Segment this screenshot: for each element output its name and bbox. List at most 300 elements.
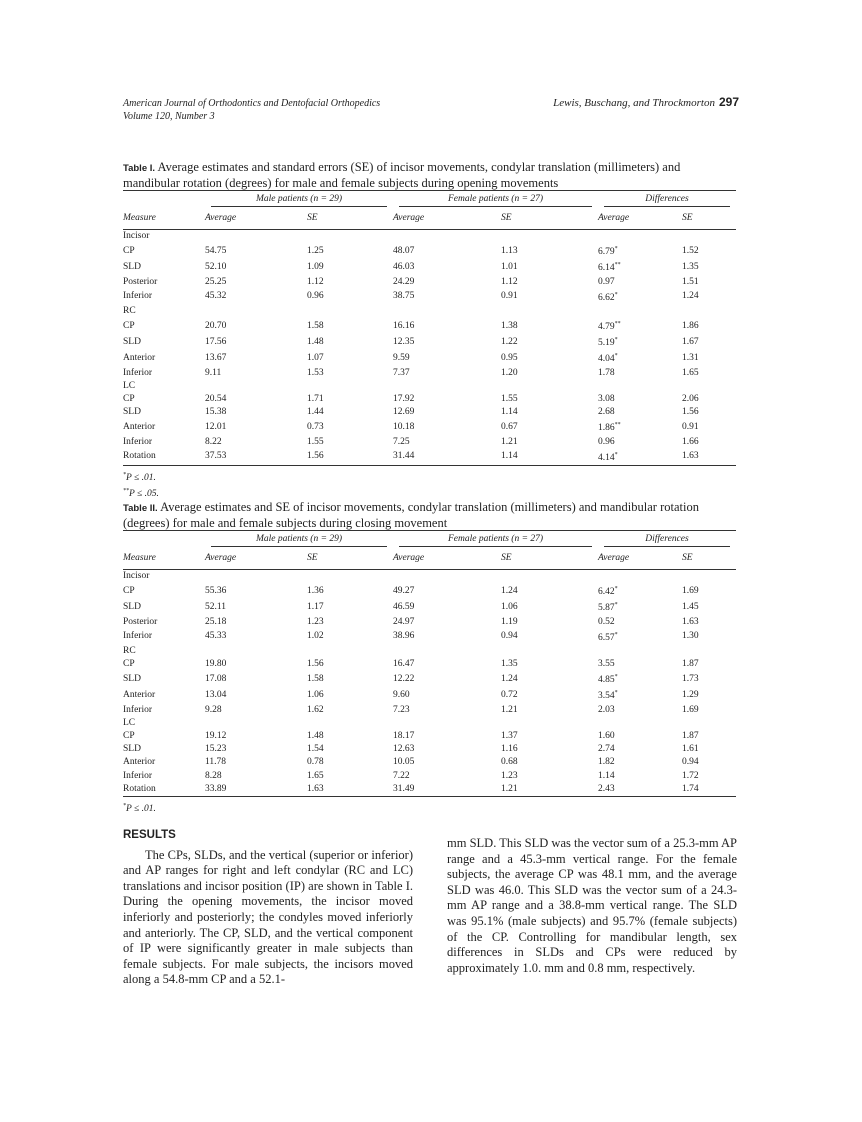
value-cell: 1.12 <box>307 276 324 287</box>
value-cell: 9.59 <box>393 352 410 363</box>
measure-cell: LC <box>123 380 136 391</box>
value-cell: 1.30 <box>682 631 699 642</box>
group-header: Male patients (n = 29) <box>211 194 387 207</box>
value-cell: 1.58 <box>307 673 324 684</box>
column-header: SE <box>307 553 318 563</box>
column-header: SE <box>307 213 318 223</box>
value-cell: 55.36 <box>205 585 227 596</box>
column-header: Measure <box>123 213 156 223</box>
table-section-row <box>123 645 736 658</box>
table-2-grid <box>123 530 736 797</box>
measure-cell: SLD <box>123 261 141 272</box>
table-section-row <box>123 380 736 393</box>
value-cell: 1.25 <box>307 245 324 256</box>
measure-cell: Inferior <box>123 631 153 642</box>
measure-cell: CP <box>123 731 135 741</box>
table-row <box>123 334 736 350</box>
value-cell: 33.89 <box>205 783 307 797</box>
measure-cell: SLD <box>123 407 141 418</box>
table-row <box>123 350 736 366</box>
value-cell: 2.68 <box>598 407 615 418</box>
value-cell <box>205 305 307 318</box>
measure-cell: Rotation <box>123 449 205 466</box>
value-cell: 2.06 <box>682 393 699 404</box>
value-cell: 1.63 <box>682 616 699 627</box>
value-cell <box>205 230 307 244</box>
value-cell: 0.94 <box>501 631 518 642</box>
journal-volume: Volume 120, Number 3 <box>123 111 215 122</box>
value-cell: 13.67 <box>205 352 227 363</box>
significance-mark: ** <box>614 262 621 269</box>
value-cell <box>598 570 682 584</box>
significance-mark: * <box>614 631 618 638</box>
value-cell: 48.07 <box>393 245 415 256</box>
value-cell: 1.65 <box>682 367 699 378</box>
table-row <box>123 259 736 275</box>
measure-cell: CP <box>123 393 135 404</box>
column-header: Average <box>393 553 425 563</box>
value-cell: 1.14 <box>501 449 598 466</box>
column-header: SE <box>501 553 512 563</box>
table-1-footnotes <box>123 469 736 501</box>
value-cell: 1.45 <box>682 601 699 612</box>
value-cell: 0.95 <box>501 352 518 363</box>
value-cell: 1.14 <box>501 407 518 418</box>
value-cell: 6.62* <box>598 291 618 303</box>
value-cell: 17.92 <box>393 393 415 404</box>
value-cell <box>501 230 598 244</box>
significance-mark: * <box>614 674 618 681</box>
value-cell: 1.65 <box>307 770 324 781</box>
value-cell: 13.04 <box>205 689 227 700</box>
value-cell: 1.17 <box>307 601 324 612</box>
group-header: Differences <box>604 534 730 547</box>
value-cell <box>598 645 682 658</box>
significance-mark: * <box>614 602 618 609</box>
value-cell: 1.63 <box>307 783 393 797</box>
value-cell: 12.63 <box>393 744 415 755</box>
value-cell: 9.11 <box>205 367 222 378</box>
value-cell <box>205 645 307 658</box>
value-cell: 38.75 <box>393 291 415 302</box>
value-cell: 6.42* <box>598 586 618 598</box>
value-cell: 1.73 <box>682 673 699 684</box>
results-heading: RESULTS <box>123 829 176 841</box>
table-row <box>123 730 736 743</box>
value-cell: 1.72 <box>682 770 699 781</box>
value-cell: 25.25 <box>205 276 227 287</box>
value-cell: 12.01 <box>205 421 227 432</box>
value-cell: 1.48 <box>307 731 324 741</box>
value-cell: 1.87 <box>682 659 699 670</box>
value-cell: 2.03 <box>598 704 615 715</box>
measure-cell: LC <box>123 717 136 728</box>
value-cell <box>307 305 393 318</box>
measure-cell: CP <box>123 245 135 256</box>
measure-cell: CP <box>123 659 135 670</box>
value-cell: 37.53 <box>205 449 307 466</box>
value-cell: 1.24 <box>501 585 518 596</box>
value-cell: 17.08 <box>205 673 227 684</box>
value-cell: 17.56 <box>205 336 227 347</box>
value-cell: 1.06 <box>501 601 518 612</box>
value-cell: 16.47 <box>393 659 415 670</box>
journal-name: American Journal of Orthodontics and Dentofacial Orthopedics <box>123 98 381 109</box>
value-cell: 1.54 <box>307 744 324 755</box>
value-cell <box>307 380 393 393</box>
value-cell: 9.28 <box>205 704 222 715</box>
significance-mark: * <box>614 451 618 458</box>
value-cell: 1.58 <box>307 320 324 331</box>
value-cell <box>307 570 393 584</box>
value-cell <box>205 717 307 730</box>
value-cell: 1.07 <box>307 352 324 363</box>
table-row <box>123 367 736 380</box>
table-row <box>123 616 736 629</box>
group-header: Female patients (n = 27) <box>399 534 592 547</box>
value-cell: 1.21 <box>501 783 598 797</box>
page-number: 297 <box>718 95 739 109</box>
value-cell: 0.73 <box>307 421 324 432</box>
table-row <box>123 449 736 466</box>
measure-cell: Anterior <box>123 352 156 363</box>
significance-mark: ** <box>614 321 621 328</box>
value-cell: 1.23 <box>501 770 518 781</box>
value-cell: 2.43 <box>598 783 682 797</box>
measure-cell: RC <box>123 645 136 656</box>
value-cell: 1.21 <box>501 436 518 447</box>
value-cell: 46.03 <box>393 261 415 272</box>
table-row <box>123 704 736 717</box>
value-cell <box>682 230 736 244</box>
value-cell: 5.87* <box>598 602 618 614</box>
value-cell: 1.21 <box>501 704 518 715</box>
measure-cell: Inferior <box>123 436 153 447</box>
value-cell: 1.63 <box>682 449 736 466</box>
table-section-row <box>123 305 736 318</box>
column-header: Measure <box>123 553 156 563</box>
value-cell: 1.61 <box>682 744 699 755</box>
value-cell: 8.28 <box>205 770 222 781</box>
table-row <box>123 687 736 703</box>
value-cell: 20.70 <box>205 320 227 331</box>
table-row <box>123 393 736 406</box>
value-cell: 38.96 <box>393 631 415 642</box>
value-cell <box>393 717 501 730</box>
table-row <box>123 743 736 756</box>
value-cell: 0.94 <box>682 757 699 768</box>
value-cell: 3.08 <box>598 393 615 404</box>
measure-cell: Rotation <box>123 783 205 797</box>
significance-mark: * <box>614 586 618 593</box>
value-cell: 1.56 <box>307 449 393 466</box>
value-cell: 0.96 <box>307 291 324 302</box>
measure-cell: Anterior <box>123 421 156 432</box>
value-cell <box>682 305 736 318</box>
value-cell <box>501 380 598 393</box>
value-cell: 1.19 <box>501 616 518 627</box>
value-cell: 1.29 <box>682 689 699 700</box>
measure-cell: RC <box>123 305 136 316</box>
value-cell: 1.13 <box>501 245 518 256</box>
value-cell: 7.22 <box>393 770 410 781</box>
table-row <box>123 756 736 769</box>
value-cell: 1.62 <box>307 704 324 715</box>
table-1-grid <box>123 190 736 466</box>
measure-cell: SLD <box>123 673 141 684</box>
value-cell: 7.23 <box>393 704 410 715</box>
measure-cell: Inferior <box>123 770 153 781</box>
column-header: Average <box>393 213 425 223</box>
value-cell: 12.35 <box>393 336 415 347</box>
value-cell <box>205 380 307 393</box>
value-cell: 10.05 <box>393 757 415 768</box>
value-cell: 3.54* <box>598 690 618 702</box>
footnote: *P ≤ .01. <box>123 471 156 483</box>
table-1-caption <box>123 160 736 190</box>
footnote: **P ≤ .05. <box>123 487 159 500</box>
value-cell: 1.06 <box>307 689 324 700</box>
running-header-left <box>123 97 380 123</box>
value-cell: 0.67 <box>501 421 518 432</box>
value-cell: 20.54 <box>205 393 227 404</box>
value-cell: 24.29 <box>393 276 415 287</box>
value-cell: 1.86 <box>682 320 699 331</box>
table-2-caption <box>123 500 736 530</box>
value-cell <box>598 305 682 318</box>
table-row <box>123 583 736 599</box>
table-row <box>123 671 736 687</box>
value-cell <box>598 717 682 730</box>
column-header: Average <box>205 553 237 563</box>
table-1 <box>123 160 736 501</box>
measure-cell: CP <box>123 320 135 331</box>
value-cell: 1.23 <box>307 616 324 627</box>
table-2-caption-text: Average estimates and SE of incisor movements, condylar translation (millimeters) and mandibular rotation (degrees) for male and female subjects during closing movement <box>123 500 699 530</box>
value-cell: 4.04* <box>598 353 618 365</box>
value-cell <box>501 570 598 584</box>
table-section-row <box>123 717 736 730</box>
results-paragraph-continued: mm SLD. This SLD was the vector sum of a 25.3-mm AP range and a 45.3-mm vertical range. For the female subjects, the average CP was 48.1 mm, and the average SLD was 46.0. This SLD was the vector sum of a 24.3-mm AP range and a 38.8-mm vertical range. The SLD was 95.1% (male subjects) and 95.7% (female subjects) of the CP. Controlling for mandibular length, sex differences in SLDs and CPs were reduced by approximately 1.0. mm and 0.8 mm, respectively. <box>447 836 737 975</box>
value-cell: 1.24 <box>501 673 518 684</box>
value-cell: 1.37 <box>501 731 518 741</box>
value-cell: 1.87 <box>682 731 699 741</box>
value-cell <box>682 645 736 658</box>
column-header: SE <box>682 213 693 223</box>
value-cell: 0.96 <box>598 436 615 447</box>
value-cell <box>501 305 598 318</box>
table-row <box>123 435 736 448</box>
value-cell <box>205 570 307 584</box>
footnote: *P ≤ .01. <box>123 802 156 814</box>
value-cell: 7.25 <box>393 436 410 447</box>
value-cell: 1.66 <box>682 436 699 447</box>
measure-cell: SLD <box>123 744 141 755</box>
value-cell: 46.59 <box>393 601 415 612</box>
table-row <box>123 658 736 671</box>
value-cell: 54.75 <box>205 245 227 256</box>
value-cell <box>682 380 736 393</box>
value-cell: 45.33 <box>205 631 227 642</box>
value-cell: 1.38 <box>501 320 518 331</box>
significance-mark: * <box>614 337 618 344</box>
value-cell: 24.97 <box>393 616 415 627</box>
table-section-row <box>123 570 736 584</box>
value-cell: 1.01 <box>501 261 518 272</box>
value-cell: 0.72 <box>501 689 518 700</box>
value-cell: 12.22 <box>393 673 415 684</box>
value-cell: 1.22 <box>501 336 518 347</box>
value-cell: 1.36 <box>307 585 324 596</box>
column-header: Average <box>598 213 630 223</box>
value-cell: 10.18 <box>393 421 415 432</box>
results-right-column <box>447 836 737 976</box>
value-cell: 15.38 <box>205 407 227 418</box>
value-cell: 12.69 <box>393 407 415 418</box>
column-header: SE <box>501 213 512 223</box>
table-1-label: Table I. <box>123 163 156 174</box>
value-cell <box>598 230 682 244</box>
value-cell: 0.52 <box>598 616 615 627</box>
value-cell <box>501 717 598 730</box>
value-cell: 5.19* <box>598 337 618 349</box>
significance-mark: * <box>614 690 618 697</box>
significance-mark: ** <box>614 422 621 429</box>
table-2-label: Table II. <box>123 503 158 514</box>
value-cell: 19.80 <box>205 659 227 670</box>
value-cell: 4.79** <box>598 321 621 333</box>
value-cell: 1.53 <box>307 367 324 378</box>
table-1-caption-text: Average estimates and standard errors (SE) of incisor movements, condylar translation (millimeters) and mandibular rotation (degrees) for male and female subjects during opening movements <box>123 160 681 190</box>
measure-cell: Incisor <box>123 231 150 242</box>
column-header: Average <box>205 213 237 223</box>
value-cell <box>307 717 393 730</box>
value-cell: 31.44 <box>393 449 501 466</box>
value-cell <box>307 645 393 658</box>
value-cell: 1.82 <box>598 757 615 768</box>
value-cell <box>393 230 501 244</box>
value-cell: 11.78 <box>205 757 227 768</box>
significance-mark: * <box>614 291 618 298</box>
value-cell: 16.16 <box>393 320 415 331</box>
value-cell: 1.31 <box>682 352 699 363</box>
table-row <box>123 276 736 289</box>
table-row <box>123 406 736 419</box>
value-cell <box>682 570 736 584</box>
value-cell: 0.97 <box>598 276 615 287</box>
value-cell <box>501 645 598 658</box>
measure-cell: Inferior <box>123 291 153 302</box>
running-header-right <box>553 96 739 110</box>
value-cell: 7.37 <box>393 367 410 378</box>
value-cell: 2.74 <box>598 744 615 755</box>
value-cell: 0.68 <box>501 757 518 768</box>
value-cell: 1.12 <box>501 276 518 287</box>
measure-cell: Posterior <box>123 276 158 287</box>
value-cell: 1.02 <box>307 631 324 642</box>
value-cell: 1.16 <box>501 744 518 755</box>
value-cell: 6.14** <box>598 262 621 274</box>
significance-mark: * <box>614 246 618 253</box>
value-cell: 1.48 <box>307 336 324 347</box>
value-cell: 8.22 <box>205 436 222 447</box>
table-row <box>123 599 736 615</box>
value-cell: 18.17 <box>393 731 415 741</box>
value-cell: 1.60 <box>598 731 615 741</box>
value-cell: 52.10 <box>205 261 227 272</box>
value-cell <box>393 380 501 393</box>
value-cell: 1.55 <box>501 393 518 404</box>
column-header: SE <box>682 553 693 563</box>
measure-cell: Incisor <box>123 571 150 582</box>
value-cell: 49.27 <box>393 585 415 596</box>
value-cell <box>393 645 501 658</box>
table-2-footnotes <box>123 800 736 816</box>
value-cell: 1.78 <box>598 367 615 378</box>
measure-cell: Posterior <box>123 616 158 627</box>
value-cell: 1.20 <box>501 367 518 378</box>
value-cell: 52.11 <box>205 601 227 612</box>
value-cell: 1.56 <box>682 407 699 418</box>
value-cell: 1.71 <box>307 393 324 404</box>
value-cell: 45.32 <box>205 291 227 302</box>
value-cell: 1.24 <box>682 291 699 302</box>
measure-cell: Inferior <box>123 704 153 715</box>
value-cell: 6.57* <box>598 631 618 643</box>
measure-cell: Anterior <box>123 757 156 768</box>
author-names: Lewis, Buschang, and Throckmorton <box>553 97 715 109</box>
value-cell: 19.12 <box>205 731 227 741</box>
measure-cell: Anterior <box>123 689 156 700</box>
value-cell: 25.18 <box>205 616 227 627</box>
table-section-row <box>123 230 736 244</box>
value-cell <box>598 380 682 393</box>
value-cell: 1.51 <box>682 276 699 287</box>
value-cell: 1.52 <box>682 245 699 256</box>
value-cell: 1.14 <box>598 770 615 781</box>
value-cell: 1.55 <box>307 436 324 447</box>
value-cell: 0.91 <box>682 421 699 432</box>
table-row <box>123 783 736 797</box>
value-cell <box>393 305 501 318</box>
value-cell: 1.56 <box>307 659 324 670</box>
group-header: Differences <box>604 194 730 207</box>
measure-cell: Inferior <box>123 367 153 378</box>
value-cell: 4.85* <box>598 674 618 686</box>
value-cell: 1.86** <box>598 422 621 434</box>
results-paragraph: The CPs, SLDs, and the vertical (superior or inferior) and AP ranges for right and left condylar (RC and LC) translations and incisor position (IP) are shown in Table I. During the opening movements, the incisor moved inferiorly and posteriorly; the condyles moved inferiorly and anteriorly. The CP, SLD, and the vertical component of IP were significantly greater in male subjects than female subjects. For male subjects, the incisors moved along a 54.8-mm CP and a 52.1- <box>123 847 413 987</box>
value-cell <box>393 570 501 584</box>
value-cell: 3.55 <box>598 659 615 670</box>
value-cell: 15.23 <box>205 744 227 755</box>
value-cell: 9.60 <box>393 689 410 700</box>
value-cell <box>307 230 393 244</box>
measure-cell: SLD <box>123 601 141 612</box>
table-row <box>123 419 736 435</box>
results-left-column <box>123 829 413 988</box>
value-cell: 1.69 <box>682 585 699 596</box>
value-cell: 31.49 <box>393 783 501 797</box>
table-row <box>123 318 736 334</box>
value-cell: 4.14* <box>598 449 682 466</box>
value-cell: 1.35 <box>501 659 518 670</box>
table-row <box>123 243 736 259</box>
measure-cell: CP <box>123 585 135 596</box>
table-row <box>123 629 736 645</box>
table-row <box>123 289 736 305</box>
value-cell: 6.79* <box>598 246 618 258</box>
table-2 <box>123 500 736 816</box>
